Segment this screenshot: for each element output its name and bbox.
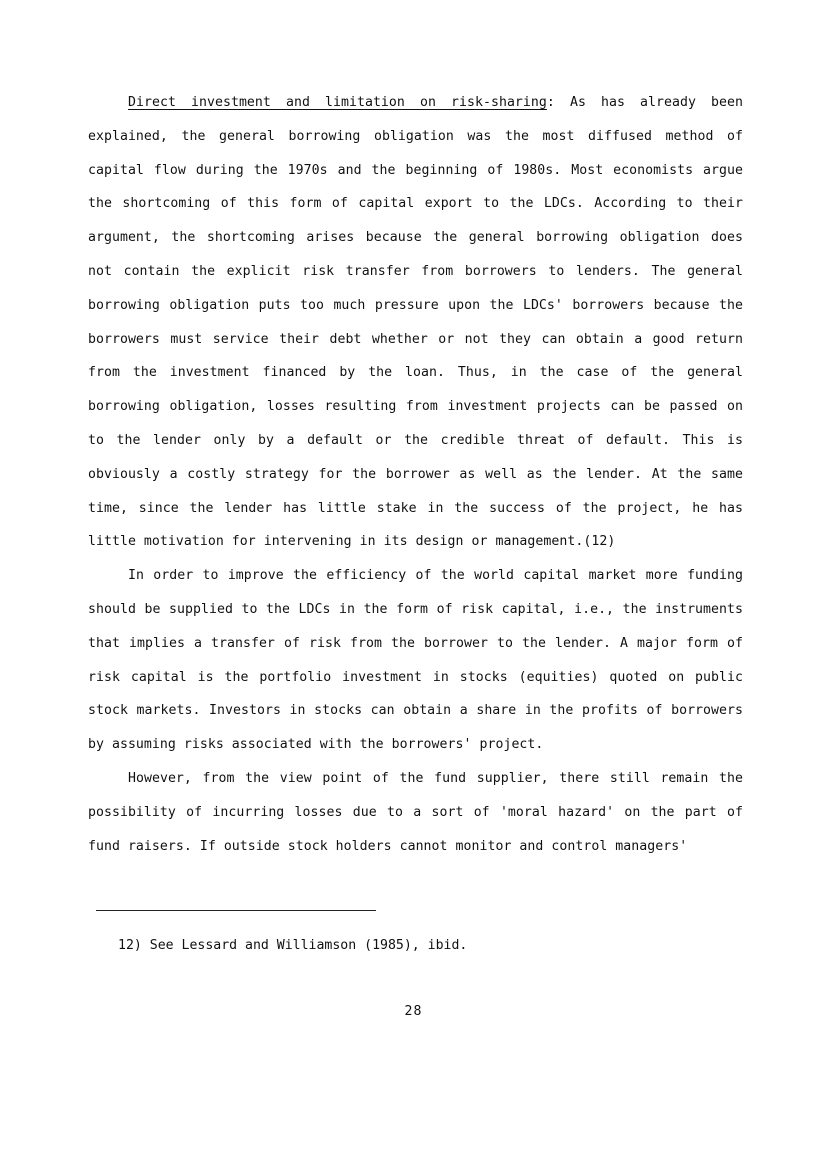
- footnote-divider: [96, 910, 376, 911]
- section-heading-colon: :: [546, 95, 555, 110]
- body-text: [88, 86, 743, 863]
- section-heading: Direct investment and limitation on risk-sharing: [128, 95, 547, 110]
- paragraph-3: However, from the view point of the fund supplier, there still remain the possibility of incurring losses due to a sort of 'moral hazard' on the part of fund raisers. If outside stock holders cannot monitor and control managers': [88, 770, 743, 854]
- paragraph-2: In order to improve the efficiency of the world capital market more funding should be supplied to the LDCs in the form of risk capital, i.e., the instruments that implies a transfer of risk from the borrower to the lender. A major form of risk capital is the portfolio investment in stocks (equities) quoted on public stock markets. Investors in stocks can obtain a share in the profits of borrowers by assuming risks associated with the borrowers' project.: [88, 568, 743, 753]
- footnote: 12) See Lessard and Williamson (1985), ibid.: [118, 938, 468, 953]
- page-number: 28: [404, 1004, 423, 1019]
- paragraph-1: [88, 86, 743, 559]
- paragraph-1-text: As has already been explained, the general borrowing obligation was the most diffused method of capital flow during the 1970s and the beginning of 1980s. Most economists argue the shortcoming of this form of capital export to the LDCs. According to their argument, the shortcoming arises because the general borrowing obligation does not contain the explicit risk transfer from borrowers to lenders. The general borrowing obligation puts too much pressure upon the LDCs' borrowers because the borrowers must service their debt whether or not they can obtain a good return from the investment financed by the loan. Thus, in the case of the general borrowing obligation, losses resulting from investment projects can be passed on to the lender only by a default or the credible threat of default. This is obviously a costly strategy for the borrower as well as the lender. At the same time, since the lender has little stake in the success of the project, he has little motivation for intervening in its design or management.(12): [88, 95, 743, 550]
